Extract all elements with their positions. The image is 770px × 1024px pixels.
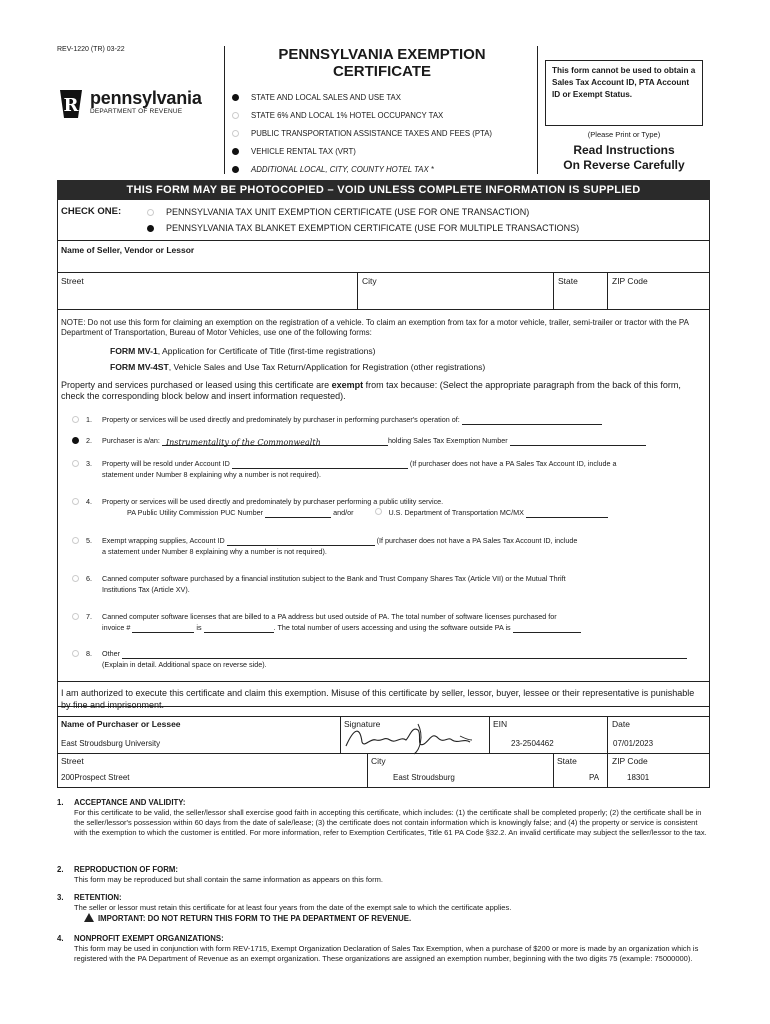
divider	[357, 272, 358, 309]
reason-7	[72, 611, 702, 635]
tax-type-label: STATE AND LOCAL SALES AND USE TAX	[251, 92, 401, 102]
logo-department: DEPARTMENT OF REVENUE	[90, 108, 183, 115]
tax-type-label: ADDITIONAL LOCAL, CITY, COUNTY HOTEL TAX *	[251, 164, 434, 174]
users-count-field[interactable]	[513, 624, 581, 633]
reason-text-part: Property will be resold under Account ID	[102, 459, 230, 468]
tax-type-list	[232, 88, 532, 178]
intro-text: Property and services purchased or leased using this certificate are	[61, 380, 332, 390]
seller-city-label: City	[362, 276, 377, 286]
header-divider-left	[224, 46, 225, 174]
check-option-blanket[interactable]	[147, 223, 579, 233]
radio-bullet-icon[interactable]	[72, 416, 79, 423]
reason-text	[102, 458, 702, 480]
reason-text-part: U.S. Department of Transportation MC/MX	[388, 508, 524, 517]
intro-bold: exempt	[331, 380, 364, 390]
purchaser-name-value[interactable]: East Stroudsburg University	[61, 739, 161, 748]
divider	[607, 716, 608, 753]
reason-text	[102, 573, 702, 595]
reason-6	[72, 573, 702, 597]
purchaser-zip-value[interactable]: 18301	[627, 773, 650, 782]
reason-text-part: Canned computer software purchased by a financial institution subject to the Bank and Trust Company Shares Tax (Article VII) or the Mutual Thrift	[102, 574, 566, 583]
reason-text	[102, 496, 702, 518]
reason-2	[72, 435, 702, 447]
check-option-unit[interactable]	[147, 207, 529, 217]
radio-bullet-icon[interactable]	[147, 225, 154, 232]
reason-text-part: (If purchaser does not have a PA Sales Tax Account ID, include	[376, 536, 578, 545]
mv-form-desc: , Vehicle Sales and Use Tax Return/Application for Registration (other registrations)	[168, 362, 486, 372]
header-divider-right	[537, 46, 538, 174]
purchaser-type-field[interactable]: Instrumentality of the Commonwealth	[162, 437, 388, 446]
divider	[607, 753, 608, 787]
radio-bullet-icon[interactable]	[375, 508, 382, 515]
puc-number-field[interactable]	[265, 509, 331, 518]
resale-account-field[interactable]	[232, 460, 408, 469]
reason-text-part: (Explain in detail. Additional space on reverse side).	[102, 660, 267, 669]
divider	[607, 272, 608, 309]
purchaser-street-value[interactable]: 200Prospect Street	[61, 773, 130, 782]
radio-bullet-icon[interactable]	[232, 166, 239, 173]
authorization-statement: I am authorized to execute this certificate and claim this exemption. Misuse of this certificate by seller, lessor, buyer, lessee or their representative is punishable by fine and imprisonment.	[61, 688, 695, 710]
reason-number: 7.	[86, 612, 92, 621]
reason-text-part: and/or	[333, 508, 354, 517]
retention-warning	[84, 913, 710, 924]
reason-1	[72, 414, 702, 426]
reason-text-part: (If purchaser does not have a PA Sales Tax Account ID, include a	[409, 459, 617, 468]
purchaser-street-label: Street	[61, 756, 84, 766]
reason-text-part: Institutions Tax (Article XV).	[102, 585, 190, 594]
reason-text-part: . The total number of users accessing and using the software outside PA is	[273, 623, 511, 632]
instruction-text: This form may be reproduced but shall contain the same information as appears on this form.	[74, 875, 383, 884]
instruction-1	[57, 798, 710, 838]
reason-number: 2.	[86, 436, 92, 445]
tax-type-option[interactable]	[232, 160, 532, 178]
reason-number: 8.	[86, 649, 92, 658]
instruction-3	[57, 893, 710, 924]
read-instructions-line-2: On Reverse Carefully	[563, 158, 685, 172]
reason-text	[102, 435, 702, 446]
mv-form-desc: , Application for Certificate of Title (first-time registrations)	[157, 346, 376, 356]
reason-text-part: Exempt wrapping supplies, Account ID	[102, 536, 225, 545]
tax-type-option[interactable]	[232, 106, 532, 124]
reason-text-part: a statement under Number 8 explaining why a number is not required).	[102, 547, 327, 556]
divider	[367, 753, 368, 787]
radio-bullet-icon[interactable]	[147, 209, 154, 216]
instruction-4	[57, 934, 710, 964]
check-option-label: PENNSYLVANIA TAX BLANKET EXEMPTION CERTIFICATE (USE FOR MULTIPLE TRANSACTIONS)	[166, 223, 580, 233]
instruction-2	[57, 865, 710, 885]
vehicle-note: NOTE: Do not use this form for claiming an exemption on the registration of a vehicle. To claim an exemption from tax for a motor vehicle, trailer, semi-trailer or tractor with the PA Department of Transportation, Bureau of Motor Vehicles, use one of the following forms:	[61, 318, 689, 337]
purchaser-name-label: Name of Purchaser or Lessee	[61, 719, 181, 729]
divider	[57, 716, 710, 717]
reason-number: 6.	[86, 574, 92, 583]
tax-type-option[interactable]	[232, 142, 532, 160]
reason-text	[102, 414, 702, 425]
divider	[553, 753, 554, 787]
check-option-label: PENNSYLVANIA TAX UNIT EXEMPTION CERTIFICATE (USE FOR ONE TRANSACTION)	[166, 207, 530, 217]
reason-3	[72, 458, 702, 482]
instruction-heading: REPRODUCTION OF FORM:	[74, 865, 178, 874]
instruction-heading: ACCEPTANCE AND VALIDITY:	[74, 798, 186, 807]
instruction-number: 2.	[57, 865, 64, 874]
divider	[57, 272, 710, 273]
divider	[57, 309, 710, 310]
tax-type-label: VEHICLE RENTAL TAX (VRT)	[251, 146, 356, 156]
reason-number: 3.	[86, 459, 92, 468]
logo-wordmark: pennsylvania	[90, 88, 202, 108]
reason-text-part: Property or services will be used directly and predominately by purchaser performing a public utility service.	[102, 497, 444, 506]
read-instructions-line-1: Read Instructions	[573, 143, 675, 157]
date-value[interactable]: 07/01/2023	[613, 739, 654, 748]
purchaser-state-label: State	[557, 756, 577, 766]
reason-text	[102, 648, 702, 670]
divider	[57, 240, 710, 241]
other-explain-field[interactable]	[122, 650, 687, 659]
seller-state-label: State	[558, 276, 578, 286]
seller-name-label: Name of Seller, Vendor or Lessor	[61, 245, 195, 255]
reason-text-part: PA Public Utility Commission PUC Number	[127, 508, 264, 517]
mv-form-line	[110, 346, 376, 356]
reason-5	[72, 535, 702, 559]
check-one-label: CHECK ONE:	[61, 206, 122, 217]
purchaser-city-value[interactable]: East Stroudsburg	[393, 773, 455, 782]
reason-text-part: statement under Number 8 explaining why a number is not required).	[102, 470, 321, 479]
seller-street-label: Street	[61, 276, 84, 286]
mv-form-line	[110, 362, 485, 372]
pa-revenue-logo	[58, 88, 200, 120]
tax-type-label: PUBLIC TRANSPORTATION ASSISTANCE TAXES AND FEES (PTA)	[251, 128, 493, 138]
form-title-line-2: CERTIFICATE	[332, 63, 432, 80]
reason-number: 1.	[86, 415, 92, 424]
radio-bullet-icon[interactable]	[72, 537, 79, 544]
divider	[489, 716, 490, 753]
radio-bullet-icon[interactable]	[72, 613, 79, 620]
exemption-intro	[61, 380, 701, 402]
operation-field[interactable]	[462, 416, 602, 425]
reason-8	[72, 648, 702, 672]
divider	[553, 272, 554, 309]
reason-text-part: Canned computer software licenses that are billed to a PA address but used outside of PA. The total number of software licenses purchased for	[102, 612, 557, 621]
mv-form-code: FORM MV-1	[110, 346, 158, 356]
signature-label: Signature	[344, 719, 381, 729]
instruction-number: 1.	[57, 798, 64, 807]
divider	[57, 681, 710, 682]
mv-form-code: FORM MV-4ST	[110, 362, 169, 372]
instruction-number: 4.	[57, 934, 64, 943]
form-id: REV-1220 (TR) 03-22	[57, 46, 125, 53]
seller-zip-label: ZIP Code	[612, 276, 648, 286]
reason-text-part: Property or services will be used directly and predominately by purchaser in performing purchaser's operation of:	[102, 415, 460, 424]
signature-icon[interactable]	[340, 718, 490, 756]
reason-4	[72, 496, 702, 524]
tax-type-option[interactable]	[232, 124, 532, 142]
form-title-line-1: PENNSYLVANIA EXEMPTION	[278, 46, 486, 63]
radio-bullet-icon[interactable]	[72, 498, 79, 505]
reason-text-part: is	[196, 623, 202, 632]
reason-number: 5.	[86, 536, 92, 545]
reason-text-part: holding Sales Tax Exemption Number	[387, 436, 508, 445]
reason-number: 4.	[86, 497, 92, 506]
divider	[57, 787, 710, 788]
divider	[57, 681, 58, 787]
mc-mx-field[interactable]	[526, 509, 608, 518]
divider	[709, 681, 710, 787]
instruction-heading: NONPROFIT EXEMPT ORGANIZATIONS:	[74, 934, 224, 943]
instruction-text: This form may be used in conjunction with form REV-1715, Exempt Organization Declaration of Sales Tax Exemption, when a purchase of $200 or more is made by an organization which is registered with the PA Department of Revenue as an exempt organization. These organizations are assigned an exemption number, beginning with the two digits 75 (example: 75000000).	[74, 944, 699, 963]
purchaser-zip-label: ZIP Code	[612, 756, 648, 766]
reason-text	[102, 535, 702, 557]
exemption-number-field[interactable]	[510, 437, 646, 446]
instruction-text: For this certificate to be valid, the seller/lessor shall exercise good faith in accepting this certificate, which includes: (1) the certificate shall be completed properly; (2) the certificate shall be in the seller/lessor's possession within 60 days from the date of sale/lease; (3) the certificate does not contain information which is knowingly false; and (4) the property or service is consistent with the exemption to which the customer is entitled. For more information, refer to Exemption Certificates, Title 61 PA Code §32.2. An invalid certificate may subject the seller/lessor to the tax.	[74, 808, 707, 837]
warning-text: IMPORTANT: DO NOT RETURN THIS FORM TO THE PA DEPARTMENT OF REVENUE.	[98, 914, 412, 923]
reason-text-part: invoice #	[102, 623, 131, 632]
wrapping-account-field[interactable]	[227, 537, 375, 546]
notice-box: This form cannot be used to obtain a Sales Tax Account ID, PTA Account ID or Exempt Status.	[545, 60, 703, 126]
radio-bullet-icon[interactable]	[232, 148, 239, 155]
ein-label: EIN	[493, 719, 508, 729]
tax-type-option[interactable]	[232, 88, 532, 106]
purchaser-state-value[interactable]: PA	[589, 773, 600, 782]
form-title	[232, 46, 532, 80]
read-instructions	[545, 143, 703, 173]
keystone-logo-icon	[58, 88, 84, 120]
radio-bullet-icon[interactable]	[232, 112, 239, 119]
radio-bullet-icon[interactable]	[232, 130, 239, 137]
date-label: Date	[612, 719, 630, 729]
warning-icon	[84, 913, 94, 922]
instruction-text: The seller or lessor must retain this certificate for at least four years from the date of the exempt sale to which the certificate applies.	[74, 903, 512, 912]
logo-mark-letter: R	[63, 95, 79, 116]
reason-text-part: Other	[102, 649, 120, 658]
invoice-number-field[interactable]	[132, 624, 194, 633]
intro-text: from tax because: (Select the appropriate paragraph from the back of this form, check the corresponding block below and insert information requested).	[61, 380, 681, 401]
divider	[57, 753, 710, 754]
ein-value[interactable]: 23-2504462	[511, 739, 554, 748]
radio-bullet-icon[interactable]	[72, 437, 79, 444]
print-note: (Please Print or Type)	[587, 130, 661, 139]
radio-bullet-icon[interactable]	[72, 650, 79, 657]
instruction-heading: RETENTION:	[74, 893, 122, 902]
purchaser-city-label: City	[371, 756, 386, 766]
tax-type-label: STATE 6% AND LOCAL 1% HOTEL OCCUPANCY TAX	[251, 110, 444, 120]
radio-bullet-icon[interactable]	[72, 575, 79, 582]
photocopy-banner: THIS FORM MAY BE PHOTOCOPIED – VOID UNLESS COMPLETE INFORMATION IS SUPPLIED	[57, 180, 710, 200]
radio-bullet-icon[interactable]	[72, 460, 79, 467]
radio-bullet-icon[interactable]	[232, 94, 239, 101]
instruction-number: 3.	[57, 893, 64, 902]
reason-text-part: Purchaser is a/an:	[102, 436, 160, 445]
reason-text	[102, 611, 702, 633]
licenses-count-field[interactable]	[204, 624, 274, 633]
